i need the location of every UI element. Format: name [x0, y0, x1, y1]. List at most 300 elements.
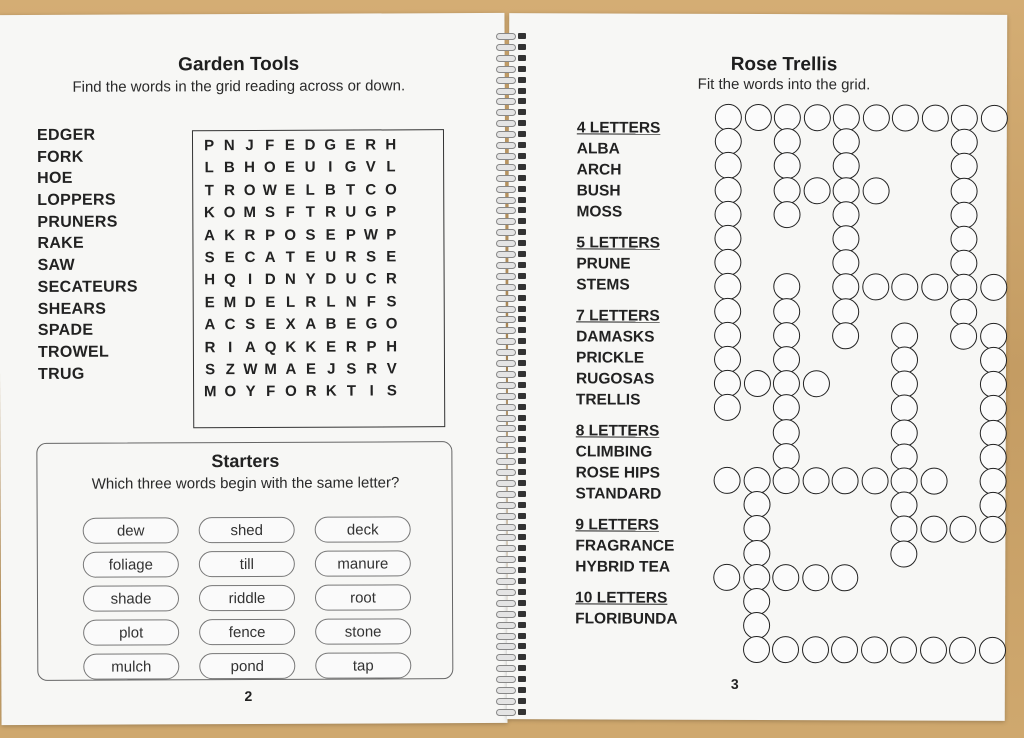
- grid-letter: I: [328, 159, 333, 177]
- grid-letter: E: [305, 360, 317, 378]
- grid-circle: [802, 564, 829, 591]
- grid-letter: R: [244, 226, 256, 244]
- grid-letter: N: [223, 137, 235, 155]
- grid-circle: [979, 419, 1006, 446]
- grid-letter: K: [203, 204, 215, 222]
- grid-circle: [891, 443, 918, 470]
- grid-letter: O: [385, 315, 398, 333]
- grid-circle: [831, 637, 858, 664]
- page-instruction: Find the words in the grid reading across or down.: [72, 77, 406, 96]
- clue-word: STEMS: [576, 276, 630, 294]
- grid-letter: C: [365, 181, 377, 199]
- grid-circle: [950, 298, 977, 325]
- starter-word: deck: [315, 516, 411, 542]
- clue-word: PRUNE: [576, 255, 631, 273]
- grid-circle: [979, 347, 1006, 374]
- grid-circle: [833, 177, 860, 204]
- grid-letter: Y: [305, 271, 316, 289]
- grid-letter: R: [224, 181, 235, 199]
- grid-letter: J: [245, 136, 254, 155]
- grid-circle: [862, 104, 889, 131]
- grid-letter: C: [224, 316, 236, 334]
- grid-letter: H: [385, 136, 397, 154]
- page-number: 2: [244, 688, 253, 705]
- page-title: Garden Tools: [178, 53, 300, 76]
- starter-word: tap: [315, 652, 411, 678]
- grid-letter: W: [262, 181, 277, 199]
- grid-letter: E: [265, 316, 276, 334]
- grid-letter: L: [326, 293, 336, 311]
- starters-instruction: Which three words begin with the same letter?: [91, 474, 400, 493]
- grid-letter: T: [204, 181, 214, 199]
- clue-word: ALBA: [576, 140, 620, 158]
- grid-circle: [743, 491, 770, 518]
- grid-row: [199, 201, 443, 224]
- word-list-item: RAKE: [37, 235, 85, 253]
- grid-letter: L: [386, 158, 396, 176]
- word-list-item: PRUNERS: [37, 213, 118, 231]
- starter-word: shed: [199, 517, 295, 543]
- grid-letter: E: [224, 249, 235, 267]
- grid-circle: [774, 128, 801, 155]
- starter-word: shade: [83, 585, 179, 611]
- grid-row: [200, 380, 444, 403]
- grid-circle: [980, 274, 1007, 301]
- grid-circle: [714, 297, 741, 324]
- spiral-binding: [494, 30, 530, 720]
- grid-circle: [743, 612, 770, 639]
- grid-letter: M: [223, 293, 237, 311]
- grid-circle: [773, 443, 800, 470]
- grid-letter: W: [243, 360, 258, 378]
- grid-letter: J: [327, 360, 336, 378]
- grid-circle: [833, 128, 860, 155]
- grid-circle: [743, 515, 770, 542]
- grid-row: [200, 336, 444, 359]
- grid-letter: F: [366, 293, 376, 311]
- grid-circle: [979, 492, 1006, 519]
- grid-letter: L: [285, 293, 296, 311]
- grid-circle: [862, 274, 889, 301]
- grid-circle: [833, 104, 860, 131]
- grid-circle: [743, 564, 770, 591]
- grid-circle: [891, 395, 918, 422]
- grid-circle: [950, 226, 977, 253]
- grid-letter: V: [386, 360, 397, 378]
- grid-letter: E: [386, 248, 397, 266]
- grid-circle: [832, 298, 859, 325]
- grid-letter: S: [205, 361, 216, 379]
- grid-circle: [714, 225, 741, 252]
- grid-circle: [714, 370, 741, 397]
- grid-letter: O: [385, 181, 397, 199]
- grid-circle: [714, 201, 741, 228]
- grid-letter: R: [345, 338, 357, 356]
- grid-circle: [715, 104, 742, 131]
- starter-word: till: [199, 551, 295, 577]
- grid-circle: [713, 564, 740, 591]
- grid-letter: G: [365, 315, 378, 333]
- grid-circle: [891, 346, 918, 373]
- grid-letter: P: [386, 203, 397, 221]
- grid-circle: [920, 468, 947, 495]
- word-list-item: SECATEURS: [37, 278, 138, 296]
- grid-letter: I: [369, 382, 374, 400]
- grid-letter: S: [366, 248, 377, 266]
- word-list-item: HOE: [37, 170, 73, 188]
- clue-heading: 9 LETTERS: [575, 516, 660, 534]
- grid-circle: [860, 637, 887, 664]
- grid-letter: P: [265, 226, 276, 244]
- grid-letter: F: [266, 383, 276, 401]
- grid-letter: R: [305, 293, 317, 311]
- grid-letter: U: [325, 248, 337, 266]
- grid-letter: B: [223, 159, 235, 177]
- grid-circle: [714, 273, 741, 300]
- grid-circle: [979, 444, 1006, 471]
- grid-circle: [833, 153, 860, 180]
- starter-word: dew: [83, 517, 179, 543]
- grid-circle: [980, 323, 1007, 350]
- grid-letter: O: [243, 181, 256, 199]
- grid-circle: [715, 128, 742, 155]
- grid-circle: [832, 225, 859, 252]
- grid-circle: [950, 322, 977, 349]
- grid-circle: [890, 516, 917, 543]
- grid-letter: R: [365, 136, 377, 154]
- grid-circle: [980, 105, 1007, 132]
- grid-letter: E: [204, 293, 215, 311]
- grid-circle: [773, 370, 800, 397]
- grid-circle: [950, 201, 977, 228]
- grid-letter: R: [345, 248, 357, 266]
- starter-word: foliage: [83, 551, 179, 577]
- grid-letter: S: [264, 204, 276, 222]
- grid-letter: A: [305, 315, 317, 333]
- grid-letter: W: [363, 226, 379, 244]
- clue-word: PRICKLE: [576, 349, 645, 367]
- grid-circle: [714, 346, 741, 373]
- grid-letter: V: [365, 158, 376, 176]
- grid-letter: X: [285, 315, 296, 333]
- grid-letter: A: [285, 360, 297, 378]
- grid-letter: H: [244, 159, 256, 177]
- grid-row: [200, 313, 444, 336]
- page-instruction: Fit the words into the grid.: [697, 75, 871, 94]
- grid-circle: [773, 298, 800, 325]
- grid-letter: K: [224, 226, 236, 244]
- grid-circle: [891, 371, 918, 398]
- grid-letter: O: [263, 159, 276, 177]
- clue-word: DAMASKS: [576, 328, 655, 346]
- grid-circle: [891, 274, 918, 301]
- grid-letter: E: [285, 181, 296, 199]
- grid-circle: [891, 322, 918, 349]
- grid-letter: E: [265, 293, 276, 311]
- grid-circle: [921, 105, 948, 132]
- grid-circle: [802, 467, 829, 494]
- spiral-coil: [494, 706, 530, 718]
- word-list-item: FORK: [37, 148, 84, 166]
- grid-circle: [920, 516, 947, 543]
- grid-circle: [803, 177, 830, 204]
- grid-letter: P: [345, 226, 356, 244]
- grid-circle: [862, 177, 889, 204]
- grid-letter: N: [345, 293, 357, 311]
- grid-circle: [891, 467, 918, 494]
- grid-circle: [773, 273, 800, 300]
- word-list-item: LOPPERS: [37, 191, 116, 210]
- grid-letter: A: [204, 316, 216, 334]
- starter-word: mulch: [83, 653, 179, 679]
- starter-word: stone: [315, 618, 411, 644]
- grid-letter: S: [346, 360, 357, 378]
- grid-letter: D: [264, 271, 276, 289]
- grid-circle: [832, 274, 859, 301]
- grid-letter: H: [204, 271, 216, 289]
- starter-word: plot: [83, 619, 179, 645]
- grid-circle: [774, 152, 801, 179]
- grid-letter: S: [245, 316, 256, 334]
- grid-circle: [979, 395, 1006, 422]
- grid-letter: G: [324, 136, 337, 154]
- grid-letter: R: [204, 338, 216, 356]
- grid-circle: [743, 588, 770, 615]
- grid-letter: U: [304, 159, 316, 177]
- grid-row: [199, 224, 443, 247]
- grid-circle: [773, 394, 800, 421]
- clue-heading: 10 LETTERS: [575, 589, 668, 607]
- grid-circle: [832, 322, 859, 349]
- grid-circle: [892, 104, 919, 131]
- left-page: [0, 13, 508, 725]
- clue-word: FRAGRANCE: [575, 537, 675, 555]
- grid-letter: O: [285, 383, 297, 401]
- grid-row: [199, 134, 443, 157]
- grid-letter: E: [325, 226, 336, 244]
- starter-word: fence: [199, 619, 295, 645]
- right-page: [507, 13, 1007, 721]
- grid-circle: [714, 394, 741, 421]
- clue-heading: 5 LETTERS: [576, 234, 661, 252]
- grid-circle: [773, 419, 800, 446]
- grid-circle: [950, 274, 977, 301]
- grid-circle: [714, 249, 741, 276]
- grid-letter: A: [244, 338, 256, 356]
- grid-row: [199, 246, 443, 269]
- clue-word: RUGOSAS: [575, 370, 655, 388]
- grid-row: [200, 269, 444, 292]
- grid-letter: K: [285, 338, 297, 356]
- grid-circle: [802, 370, 829, 397]
- grid-letter: T: [346, 382, 357, 400]
- grid-letter: C: [365, 270, 377, 288]
- grid-letter: D: [325, 270, 337, 289]
- grid-letter: K: [305, 338, 317, 356]
- grid-circle: [951, 129, 978, 156]
- grid-letter: Y: [245, 383, 256, 401]
- word-list-item: TRUG: [37, 365, 85, 383]
- grid-letter: N: [284, 271, 296, 289]
- grid-letter: R: [366, 360, 378, 378]
- grid-circle: [743, 467, 770, 494]
- clue-word: ROSE HIPS: [575, 464, 661, 482]
- grid-circle: [773, 201, 800, 228]
- grid-circle: [742, 636, 769, 663]
- grid-circle: [773, 346, 800, 373]
- grid-letter: T: [285, 248, 295, 266]
- grid-letter: F: [265, 136, 275, 154]
- grid-letter: S: [386, 382, 397, 400]
- clue-word: STANDARD: [575, 485, 662, 503]
- page-number: 3: [730, 675, 739, 692]
- grid-circle: [714, 467, 741, 494]
- grid-circle: [949, 516, 976, 543]
- clue-word: HYBRID TEA: [575, 558, 671, 576]
- grid-circle: [979, 516, 1006, 543]
- grid-letter: B: [324, 181, 336, 199]
- grid-letter: M: [264, 360, 277, 378]
- grid-circle: [951, 153, 978, 180]
- grid-letter: R: [325, 203, 336, 221]
- starters-box: [36, 441, 453, 681]
- grid-letter: Q: [264, 338, 277, 356]
- grid-letter: Z: [225, 360, 235, 379]
- grid-letter: S: [386, 293, 397, 311]
- grid-letter: P: [204, 137, 215, 155]
- clue-word: TRELLIS: [575, 391, 641, 409]
- grid-circle: [951, 177, 978, 204]
- grid-circle: [919, 637, 946, 664]
- grid-letter: G: [344, 158, 357, 176]
- page-title: Rose Trellis: [730, 53, 838, 76]
- grid-row: [199, 179, 443, 202]
- grid-circle: [890, 540, 917, 567]
- grid-letter: E: [326, 338, 337, 356]
- starters-title: Starters: [211, 450, 280, 472]
- grid-row: [200, 358, 444, 381]
- grid-circle: [890, 492, 917, 519]
- grid-letter: U: [345, 203, 357, 221]
- grid-circle: [774, 177, 801, 204]
- grid-letter: O: [223, 204, 236, 222]
- grid-letter: E: [284, 136, 295, 154]
- clue-heading: 8 LETTERS: [575, 422, 660, 440]
- grid-letter: S: [204, 249, 215, 267]
- grid-circle: [891, 419, 918, 446]
- grid-circle: [773, 467, 800, 494]
- grid-letter: F: [285, 203, 295, 222]
- grid-circle: [714, 322, 741, 349]
- grid-letter: G: [365, 203, 377, 221]
- grid-circle: [743, 370, 770, 397]
- starter-word: riddle: [199, 585, 295, 611]
- clue-word: FLORIBUNDA: [575, 610, 678, 628]
- grid-letter: D: [304, 136, 316, 154]
- starter-word: pond: [199, 653, 295, 679]
- grid-circle: [979, 468, 1006, 495]
- grid-letter: A: [204, 226, 215, 244]
- grid-circle: [803, 104, 830, 131]
- starter-word: root: [315, 584, 411, 610]
- grid-letter: T: [305, 203, 315, 221]
- clue-word: MOSS: [576, 203, 623, 221]
- word-list-item: SAW: [37, 256, 75, 275]
- grid-letter: B: [325, 315, 337, 333]
- grid-circle: [890, 637, 917, 664]
- grid-letter: A: [264, 248, 276, 266]
- grid-circle: [715, 152, 742, 179]
- word-list-item: EDGER: [36, 126, 96, 144]
- grid-circle: [832, 201, 859, 228]
- grid-circle: [950, 250, 977, 277]
- starter-word: manure: [315, 550, 411, 576]
- grid-circle: [743, 540, 770, 567]
- grid-circle: [744, 104, 771, 131]
- word-list-item: TROWEL: [37, 343, 110, 361]
- grid-row: [199, 157, 443, 180]
- grid-circle: [715, 176, 742, 203]
- grid-letter: R: [385, 270, 397, 288]
- grid-letter: T: [345, 181, 356, 199]
- word-list: [37, 124, 188, 385]
- word-list-item: SPADE: [37, 321, 94, 340]
- grid-circle: [832, 249, 859, 276]
- grid-letter: I: [247, 271, 253, 289]
- grid-letter: I: [228, 338, 233, 356]
- word-search-grid: [192, 129, 445, 428]
- grid-letter: M: [243, 204, 257, 222]
- grid-circle: [832, 467, 859, 494]
- grid-letter: L: [204, 159, 214, 177]
- grid-circle: [801, 637, 828, 664]
- word-list-item: SHEARS: [37, 300, 107, 318]
- grid-letter: Q: [224, 271, 236, 289]
- clue-heading: 7 LETTERS: [576, 307, 660, 325]
- grid-letter: E: [305, 248, 316, 266]
- grid-letter: S: [305, 226, 316, 244]
- grid-letter: R: [305, 383, 317, 401]
- grid-letter: O: [284, 226, 297, 244]
- grid-letter: L: [305, 181, 315, 199]
- grid-row: [200, 291, 444, 314]
- clue-word: CLIMBING: [575, 443, 653, 461]
- grid-circle: [772, 636, 799, 663]
- grid-circle: [951, 105, 978, 132]
- grid-letter: H: [386, 337, 398, 355]
- clue-word: ARCH: [576, 161, 622, 179]
- grid-letter: P: [386, 225, 397, 243]
- grid-letter: D: [244, 293, 256, 311]
- grid-letter: M: [203, 383, 217, 401]
- grid-letter: E: [284, 159, 296, 177]
- grid-letter: K: [325, 382, 337, 400]
- grid-circle: [949, 637, 976, 664]
- grid-circle: [979, 371, 1006, 398]
- fill-in-grid: [507, 13, 1007, 721]
- clue-word: BUSH: [576, 182, 621, 200]
- grid-letter: E: [345, 136, 356, 154]
- clue-heading: 4 LETTERS: [576, 119, 661, 137]
- grid-circle: [772, 564, 799, 591]
- grid-circle: [831, 564, 858, 591]
- grid-letter: O: [224, 383, 237, 401]
- grid-circle: [773, 322, 800, 349]
- grid-circle: [861, 467, 888, 494]
- grid-circle: [978, 637, 1005, 664]
- grid-letter: E: [346, 315, 357, 333]
- grid-circle: [921, 274, 948, 301]
